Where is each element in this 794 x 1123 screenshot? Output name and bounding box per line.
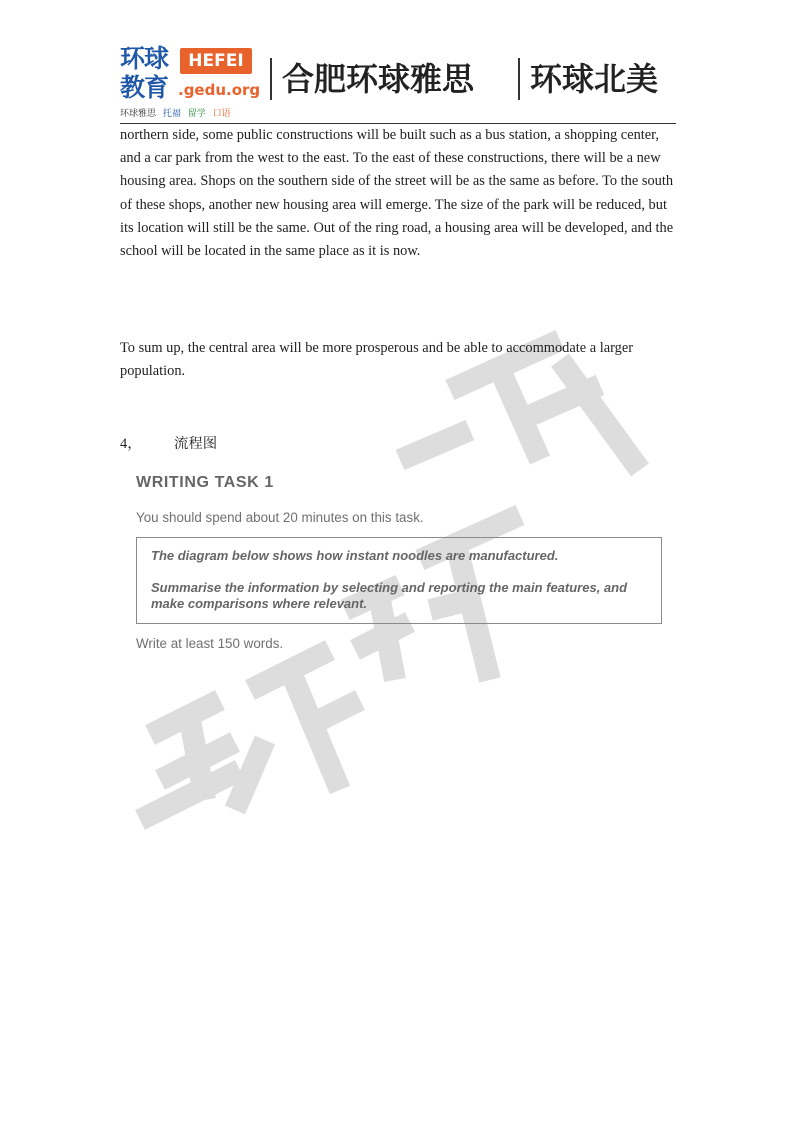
page-header [120,44,676,124]
section-heading [120,433,217,456]
writing-task-excerpt [136,474,666,651]
body-paragraph: northern side, some public constructions will be built such as a bus station, a shopping center, and a car park from the west to the east. To the east of these constructions, there will be a new housing area. Shops on the southern side of the street will be as the same as before. To the south of these shops, another new housing area will emerge. The size of the park will be reduced, but its location will still be the same. Out of the ring road, a housing area will be developed, and the school will be located in the same place as it is now. [120,127,674,260]
gedu-logo [120,44,260,122]
section-number: 4， [120,436,142,452]
section-title: 流程图 [174,436,218,452]
logo-chinese-name: 环球 教育 [120,44,169,102]
task-word-note: Write at least 150 words. [136,636,284,651]
task-prompt-line: Summarise the information by selecting and reporting the main features, and make comparisons where relevant. [151,580,628,611]
header-divider [270,58,272,100]
logo-hefei-badge: HEFEI [180,48,252,74]
task-time-note: You should spend about 20 minutes on this task. [136,510,424,525]
task-prompt-box [136,537,662,624]
header-title-main: 合肥环球雅思 [282,60,475,98]
task-prompt-line: The diagram below shows how instant noodles are manufactured. [151,548,559,563]
logo-domain: .gedu.org [178,81,261,99]
logo-tagline: 环球雅思 托福 留学 口语 [120,109,231,119]
header-title-secondary: 环球北美 [530,60,659,98]
body-paragraph-summary: To sum up, the central area will be more prosperous and be able to accommodate a larger population. [120,340,633,380]
header-divider [518,58,520,100]
task-title: WRITING TASK 1 [136,474,274,491]
